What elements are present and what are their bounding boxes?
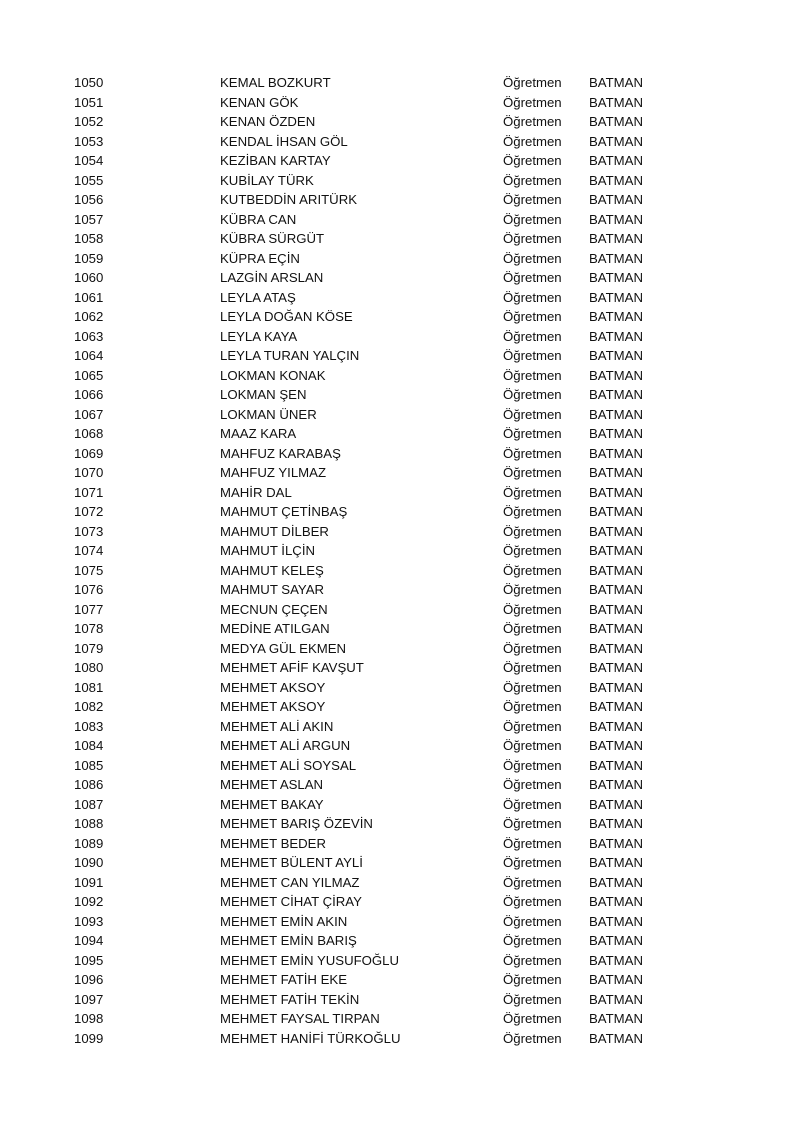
- person-name: MEHMET ALİ SOYSAL: [220, 757, 357, 773]
- person-name: MEHMET CİHAT ÇİRAY: [220, 894, 362, 909]
- list-row: [0, 190, 800, 210]
- list-row: [0, 229, 800, 249]
- city-name: BATMAN: [589, 270, 643, 285]
- row-number: 1077: [74, 601, 104, 617]
- job-title: Öğretmen: [503, 562, 562, 578]
- person-name: MEHMET FAYSAL TIRPAN: [220, 1011, 380, 1026]
- city-name: BATMAN: [589, 504, 643, 519]
- city-name: BATMAN: [589, 601, 643, 617]
- job-title: Öğretmen: [503, 796, 562, 812]
- row-number: 1075: [74, 562, 104, 578]
- person-name: MEHMET CAN YILMAZ: [220, 874, 360, 890]
- job-title: Öğretmen: [503, 192, 562, 207]
- row-number: 1051: [74, 94, 104, 110]
- city-name: BATMAN: [589, 465, 643, 480]
- list-row: [0, 268, 800, 288]
- row-number: 1068: [74, 426, 104, 441]
- list-row: [0, 288, 800, 308]
- row-number: 1079: [74, 640, 104, 656]
- person-name: KUBİLAY TÜRK: [220, 172, 314, 188]
- list-row: [0, 444, 800, 464]
- city-name: BATMAN: [589, 309, 643, 324]
- row-number: 1092: [74, 894, 104, 909]
- row-number: 1091: [74, 874, 104, 890]
- city-name: BATMAN: [589, 562, 643, 578]
- city-name: BATMAN: [589, 933, 643, 948]
- row-number: 1082: [74, 699, 104, 714]
- person-name: MEHMET ALİ ARGUN: [220, 738, 351, 753]
- city-name: BATMAN: [589, 328, 643, 344]
- person-name: MEHMET EMİN YUSUFOĞLU: [220, 952, 400, 968]
- row-number: 1093: [74, 913, 104, 929]
- city-name: BATMAN: [589, 640, 643, 656]
- row-number: 1054: [74, 153, 104, 168]
- list-row: [0, 678, 800, 698]
- person-name: MEHMET EMİN AKIN: [220, 913, 348, 929]
- city-name: BATMAN: [589, 991, 643, 1007]
- city-name: BATMAN: [589, 348, 643, 363]
- person-name: KENAN GÖK: [220, 94, 299, 110]
- list-row: [0, 171, 800, 191]
- person-name: MEHMET BAKAY: [220, 796, 324, 812]
- row-number: 1057: [74, 211, 104, 227]
- list-row: [0, 561, 800, 581]
- city-name: BATMAN: [589, 387, 643, 402]
- job-title: Öğretmen: [503, 933, 562, 948]
- row-number: 1083: [74, 718, 104, 734]
- list-row: [0, 873, 800, 893]
- job-title: Öğretmen: [503, 913, 562, 929]
- row-number: 1074: [74, 543, 104, 558]
- list-row: [0, 990, 800, 1010]
- job-title: Öğretmen: [503, 874, 562, 890]
- list-row: [0, 892, 800, 912]
- city-name: BATMAN: [589, 231, 643, 246]
- city-name: BATMAN: [589, 972, 643, 987]
- person-name: MEDİNE ATILGAN: [220, 621, 330, 636]
- person-name: MAAZ KARA: [220, 426, 297, 441]
- job-title: Öğretmen: [503, 855, 562, 870]
- teacher-list: [0, 73, 800, 1048]
- person-name: MEHMET EMİN BARIŞ: [220, 933, 357, 948]
- city-name: BATMAN: [589, 874, 643, 890]
- row-number: 1055: [74, 172, 104, 188]
- row-number: 1066: [74, 387, 104, 402]
- person-name: MAHFUZ KARABAŞ: [220, 445, 341, 461]
- city-name: BATMAN: [589, 777, 643, 792]
- list-row: [0, 483, 800, 503]
- job-title: Öğretmen: [503, 504, 562, 519]
- row-number: 1067: [74, 406, 104, 422]
- list-row: [0, 502, 800, 522]
- list-row: [0, 307, 800, 327]
- person-name: MAHMUT KELEŞ: [220, 562, 324, 578]
- list-row: [0, 210, 800, 230]
- list-row: [0, 366, 800, 386]
- person-name: MEHMET ALİ AKIN: [220, 718, 334, 734]
- list-row: [0, 639, 800, 659]
- list-row: [0, 151, 800, 171]
- city-name: BATMAN: [589, 699, 643, 714]
- city-name: BATMAN: [589, 94, 643, 110]
- row-number: 1098: [74, 1011, 104, 1026]
- job-title: Öğretmen: [503, 601, 562, 617]
- row-number: 1089: [74, 835, 104, 851]
- person-name: LAZGİN ARSLAN: [220, 270, 324, 285]
- job-title: Öğretmen: [503, 406, 562, 422]
- row-number: 1058: [74, 231, 104, 246]
- person-name: MEHMET AKSOY: [220, 699, 326, 714]
- city-name: BATMAN: [589, 738, 643, 753]
- city-name: BATMAN: [589, 114, 643, 129]
- list-row: [0, 405, 800, 425]
- list-row: [0, 600, 800, 620]
- row-number: 1060: [74, 270, 104, 285]
- row-number: 1078: [74, 621, 104, 636]
- city-name: BATMAN: [589, 250, 643, 266]
- job-title: Öğretmen: [503, 1011, 562, 1026]
- row-number: 1081: [74, 679, 104, 695]
- city-name: BATMAN: [589, 543, 643, 558]
- row-number: 1097: [74, 991, 104, 1007]
- list-row: [0, 93, 800, 113]
- person-name: KÜPRA EÇİN: [220, 250, 300, 266]
- job-title: Öğretmen: [503, 465, 562, 480]
- job-title: Öğretmen: [503, 211, 562, 227]
- job-title: Öğretmen: [503, 348, 562, 363]
- list-row: [0, 970, 800, 990]
- person-name: MEHMET AFİF KAVŞUT: [220, 660, 364, 675]
- list-row: [0, 580, 800, 600]
- job-title: Öğretmen: [503, 835, 562, 851]
- job-title: Öğretmen: [503, 1030, 562, 1046]
- city-name: BATMAN: [589, 153, 643, 168]
- person-name: MEHMET BÜLENT AYLİ: [220, 855, 363, 870]
- city-name: BATMAN: [589, 796, 643, 812]
- list-row: [0, 112, 800, 132]
- row-number: 1059: [74, 250, 104, 266]
- row-number: 1086: [74, 777, 104, 792]
- person-name: LEYLA DOĞAN KÖSE: [220, 309, 353, 324]
- city-name: BATMAN: [589, 523, 643, 539]
- row-number: 1088: [74, 816, 104, 831]
- job-title: Öğretmen: [503, 445, 562, 461]
- job-title: Öğretmen: [503, 894, 562, 909]
- list-row: [0, 814, 800, 834]
- person-name: MEHMET ASLAN: [220, 777, 324, 792]
- list-row: [0, 619, 800, 639]
- job-title: Öğretmen: [503, 991, 562, 1007]
- city-name: BATMAN: [589, 855, 643, 870]
- row-number: 1073: [74, 523, 104, 539]
- job-title: Öğretmen: [503, 172, 562, 188]
- person-name: MECNUN ÇEÇEN: [220, 601, 328, 617]
- job-title: Öğretmen: [503, 679, 562, 695]
- job-title: Öğretmen: [503, 543, 562, 558]
- list-row: [0, 541, 800, 561]
- person-name: KEZİBAN KARTAY: [220, 153, 331, 168]
- job-title: Öğretmen: [503, 94, 562, 110]
- list-row: [0, 385, 800, 405]
- list-row: [0, 346, 800, 366]
- job-title: Öğretmen: [503, 952, 562, 968]
- person-name: MEHMET FATİH EKE: [220, 972, 348, 987]
- row-number: 1062: [74, 309, 104, 324]
- row-number: 1071: [74, 484, 104, 500]
- person-name: LEYLA TURAN YALÇIN: [220, 348, 360, 363]
- row-number: 1070: [74, 465, 104, 480]
- list-row: [0, 795, 800, 815]
- person-name: MEHMET BARIŞ ÖZEVİN: [220, 816, 373, 831]
- row-number: 1099: [74, 1030, 104, 1046]
- list-row: [0, 931, 800, 951]
- job-title: Öğretmen: [503, 718, 562, 734]
- list-row: [0, 951, 800, 971]
- job-title: Öğretmen: [503, 289, 562, 305]
- row-number: 1063: [74, 328, 104, 344]
- list-row: [0, 522, 800, 542]
- row-number: 1052: [74, 114, 104, 129]
- job-title: Öğretmen: [503, 816, 562, 831]
- row-number: 1072: [74, 504, 104, 519]
- person-name: MAHMUT İLÇİN: [220, 543, 316, 558]
- row-number: 1090: [74, 855, 104, 870]
- job-title: Öğretmen: [503, 75, 562, 90]
- city-name: BATMAN: [589, 894, 643, 909]
- row-number: 1064: [74, 348, 104, 363]
- city-name: BATMAN: [589, 621, 643, 636]
- person-name: KÜBRA CAN: [220, 211, 297, 227]
- person-name: MAHİR DAL: [220, 484, 292, 500]
- job-title: Öğretmen: [503, 484, 562, 500]
- job-title: Öğretmen: [503, 309, 562, 324]
- city-name: BATMAN: [589, 757, 643, 773]
- job-title: Öğretmen: [503, 738, 562, 753]
- city-name: BATMAN: [589, 913, 643, 929]
- person-name: KÜBRA SÜRGÜT: [220, 231, 325, 246]
- city-name: BATMAN: [589, 835, 643, 851]
- job-title: Öğretmen: [503, 582, 562, 597]
- city-name: BATMAN: [589, 582, 643, 597]
- city-name: BATMAN: [589, 75, 643, 90]
- list-row: [0, 658, 800, 678]
- list-row: [0, 736, 800, 756]
- job-title: Öğretmen: [503, 757, 562, 773]
- row-number: 1094: [74, 933, 104, 948]
- person-name: LOKMAN KONAK: [220, 367, 326, 383]
- person-name: MAHMUT ÇETİNBAŞ: [220, 504, 348, 519]
- list-row: [0, 249, 800, 269]
- list-row: [0, 697, 800, 717]
- row-number: 1087: [74, 796, 104, 812]
- city-name: BATMAN: [589, 172, 643, 188]
- row-number: 1056: [74, 192, 104, 207]
- job-title: Öğretmen: [503, 231, 562, 246]
- list-row: [0, 756, 800, 776]
- city-name: BATMAN: [589, 484, 643, 500]
- job-title: Öğretmen: [503, 328, 562, 344]
- list-row: [0, 1029, 800, 1049]
- job-title: Öğretmen: [503, 250, 562, 266]
- job-title: Öğretmen: [503, 133, 562, 149]
- person-name: MEHMET BEDER: [220, 835, 327, 851]
- person-name: LEYLA ATAŞ: [220, 289, 296, 305]
- city-name: BATMAN: [589, 367, 643, 383]
- person-name: KUTBEDDİN ARITÜRK: [220, 192, 358, 207]
- list-row: [0, 717, 800, 737]
- job-title: Öğretmen: [503, 367, 562, 383]
- list-row: [0, 132, 800, 152]
- list-row: [0, 775, 800, 795]
- job-title: Öğretmen: [503, 523, 562, 539]
- row-number: 1053: [74, 133, 104, 149]
- list-row: [0, 853, 800, 873]
- person-name: MEHMET AKSOY: [220, 679, 326, 695]
- row-number: 1085: [74, 757, 104, 773]
- person-name: LOKMAN ŞEN: [220, 387, 307, 402]
- list-row: [0, 463, 800, 483]
- job-title: Öğretmen: [503, 777, 562, 792]
- list-row: [0, 327, 800, 347]
- city-name: BATMAN: [589, 445, 643, 461]
- row-number: 1096: [74, 972, 104, 987]
- list-row: [0, 912, 800, 932]
- list-row: [0, 834, 800, 854]
- row-number: 1050: [74, 75, 104, 90]
- person-name: MAHMUT DİLBER: [220, 523, 329, 539]
- row-number: 1069: [74, 445, 104, 461]
- city-name: BATMAN: [589, 718, 643, 734]
- job-title: Öğretmen: [503, 114, 562, 129]
- person-name: KEMAL BOZKURT: [220, 75, 331, 90]
- city-name: BATMAN: [589, 660, 643, 675]
- job-title: Öğretmen: [503, 621, 562, 636]
- city-name: BATMAN: [589, 816, 643, 831]
- job-title: Öğretmen: [503, 660, 562, 675]
- city-name: BATMAN: [589, 211, 643, 227]
- row-number: 1084: [74, 738, 104, 753]
- row-number: 1095: [74, 952, 104, 968]
- city-name: BATMAN: [589, 952, 643, 968]
- person-name: KENAN ÖZDEN: [220, 114, 316, 129]
- person-name: MEDYA GÜL EKMEN: [220, 640, 347, 656]
- row-number: 1065: [74, 367, 104, 383]
- city-name: BATMAN: [589, 426, 643, 441]
- list-row: [0, 73, 800, 93]
- row-number: 1080: [74, 660, 104, 675]
- city-name: BATMAN: [589, 133, 643, 149]
- city-name: BATMAN: [589, 289, 643, 305]
- person-name: LEYLA KAYA: [220, 328, 298, 344]
- city-name: BATMAN: [589, 679, 643, 695]
- person-name: MEHMET FATİH TEKİN: [220, 991, 360, 1007]
- list-row: [0, 424, 800, 444]
- job-title: Öğretmen: [503, 270, 562, 285]
- city-name: BATMAN: [589, 192, 643, 207]
- job-title: Öğretmen: [503, 426, 562, 441]
- job-title: Öğretmen: [503, 153, 562, 168]
- job-title: Öğretmen: [503, 640, 562, 656]
- person-name: KENDAL İHSAN GÖL: [220, 133, 348, 149]
- city-name: BATMAN: [589, 1030, 643, 1046]
- job-title: Öğretmen: [503, 972, 562, 987]
- city-name: BATMAN: [589, 406, 643, 422]
- person-name: MEHMET HANİFİ TÜRKOĞLU: [220, 1030, 401, 1046]
- city-name: BATMAN: [589, 1011, 643, 1026]
- job-title: Öğretmen: [503, 387, 562, 402]
- person-name: MAHMUT SAYAR: [220, 582, 325, 597]
- job-title: Öğretmen: [503, 699, 562, 714]
- person-name: MAHFUZ YILMAZ: [220, 465, 326, 480]
- row-number: 1076: [74, 582, 104, 597]
- list-row: [0, 1009, 800, 1029]
- row-number: 1061: [74, 289, 104, 305]
- person-name: LOKMAN ÜNER: [220, 406, 317, 422]
